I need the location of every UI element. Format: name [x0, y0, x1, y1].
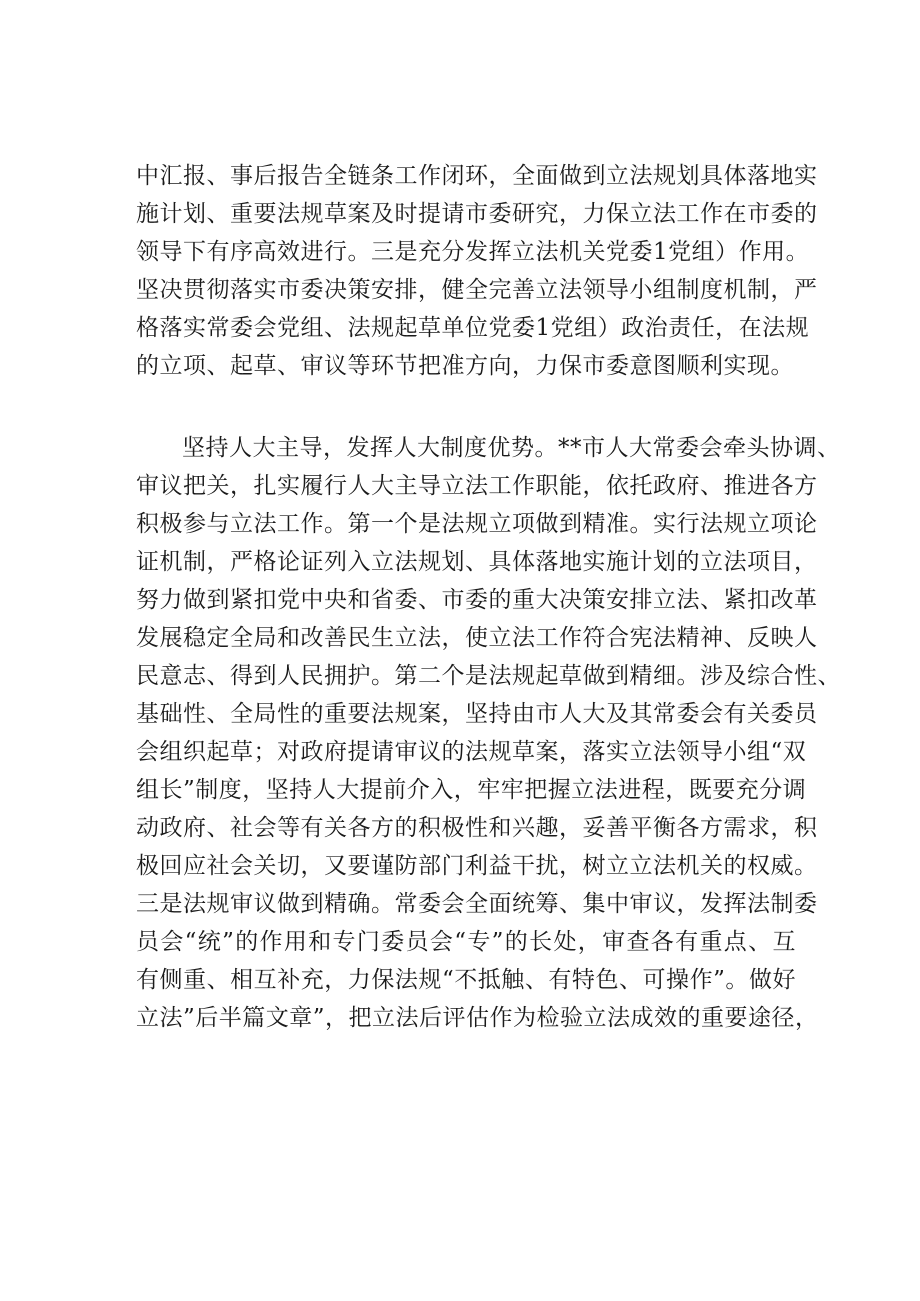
paragraph-2-line-5: 努力做到紧扣党中央和省委、市委的重大决策安排立法、紧扣改革: [136, 587, 818, 613]
paragraph-2-line-11: 动政府、社会等有关各方的积极性和兴趣，妥善平衡各方需求，积: [136, 815, 818, 841]
paragraph-2-line-7: 民意志、得到人民拥护。第二个是法规起草做到精细。涉及综合性、: [136, 663, 841, 689]
paragraph-2-line-14: 员会“统”的作用和专门委员会“专”的长处，审查各有重点、互: [136, 929, 796, 955]
paragraph-1-line-3: 领导下有序高效进行。三是充分发挥立法机关党委1党组）作用。: [136, 239, 810, 265]
paragraph-1-line-2: 施计划、重要法规草案及时提请市委研究，力保立法工作在市委的: [136, 201, 818, 227]
paragraph-2-line-13: 三是法规审议做到精确。常委会全面统筹、集中审议，发挥法制委: [136, 891, 818, 917]
paragraph-1-line-4: 坚决贯彻落实市委决策安排，健全完善立法领导小组制度机制，严: [136, 277, 818, 303]
paragraph-2-line-12: 极回应社会关切，又要谨防部门利益干扰，树立立法机关的权威。: [136, 853, 818, 879]
paragraph-2-line-2: 审议把关，扎实履行人大主导立法工作职能，依托政府、推进各方: [136, 473, 818, 499]
paragraph-2-line-3: 积极参与立法工作。第一个是法规立项做到精准。实行法规立项论: [136, 511, 818, 537]
paragraph-1: [136, 157, 818, 385]
paragraph-2-line-8: 基础性、全局性的重要法规案，坚持由市人大及其常委会有关委员: [136, 701, 818, 727]
paragraph-2-line-16: 立法”后半篇文章”，把立法后评估作为检验立法成效的重要途径，: [136, 1005, 819, 1031]
paragraph-1-line-5: 格落实常委会党组、法规起草单位党委1党组）政治责任，在法规: [136, 315, 810, 341]
paragraph-2-line-9: 会组织起草；对政府提请审议的法规草案，落实立法领导小组“双: [136, 739, 807, 765]
paragraph-2-line-6: 发展稳定全局和改善民生立法，使立法工作符合宪法精神、反映人: [136, 625, 818, 651]
paragraph-1-line-6: 的立项、起草、审议等环节把准方向，力保市委意图顺利实现。: [136, 353, 794, 379]
paragraph-2-line-15: 有侧重、相互补充，力保法规“不抵触、有特色、可操作”。做好: [136, 967, 796, 993]
paragraph-2-line-10: 组长”制度，坚持人大提前介入，牢牢把握立法进程，既要充分调: [136, 777, 807, 803]
paragraph-2-line-1: 坚持人大主导，发挥人大制度优势。**市人大常委会牵头协调、: [182, 435, 841, 461]
paragraph-2: [136, 429, 841, 1037]
paragraph-2-line-4: 证机制，严格论证列入立法规划、具体落地实施计划的立法项目，: [136, 549, 818, 575]
paragraph-1-line-1: 中汇报、事后报告全链条工作闭环，全面做到立法规划具体落地实: [136, 163, 818, 189]
